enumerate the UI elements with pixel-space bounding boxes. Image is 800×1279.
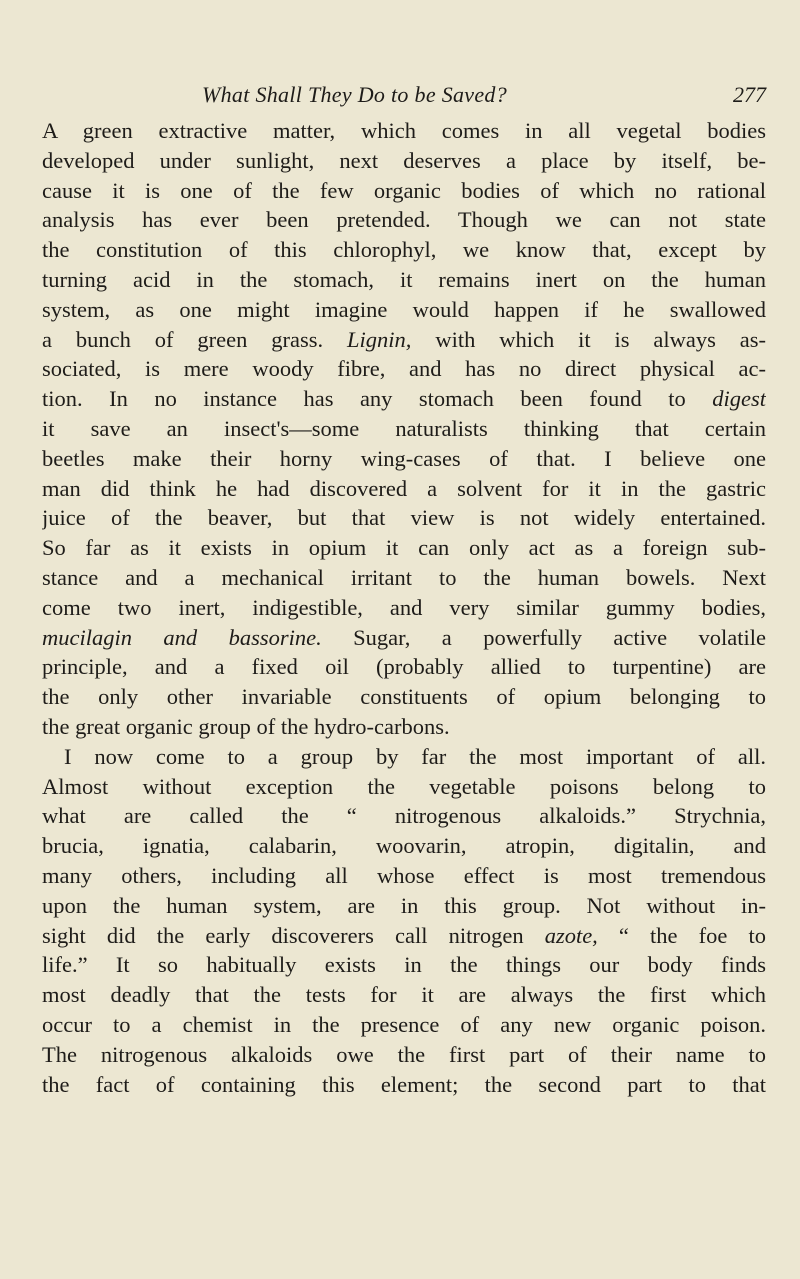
text-run: Sugar, a powerfully active volatile <box>321 624 766 650</box>
italic-term: mucilagin and bassorine. <box>42 624 322 650</box>
text-line <box>42 921 766 951</box>
text-run: system, as one might imagine would happen if he swallowed <box>42 296 766 322</box>
text-run: a bunch of green grass. <box>42 326 348 352</box>
text-line <box>42 861 766 891</box>
text-line <box>42 950 766 980</box>
text-line <box>42 414 766 444</box>
page-number: 277 <box>733 82 766 107</box>
text-run: brucia, ignatia, calabarin, woovarin, atropin, digitalin, and <box>42 833 766 859</box>
text-line <box>42 593 766 623</box>
text-line <box>42 831 766 861</box>
text-line <box>42 712 766 742</box>
text-line <box>42 474 766 504</box>
text-line <box>42 325 766 355</box>
body-text <box>42 116 766 1099</box>
text-line <box>42 772 766 802</box>
text-run: upon the human system, are in this group. Not without in- <box>42 892 766 918</box>
text-run: life.” It so habitually exists in the things our body finds <box>42 952 766 978</box>
text-run: I now come to a group by far the most important of all. <box>64 743 766 769</box>
text-run: beetles make their horny wing-cases of that. I believe one <box>42 445 766 471</box>
text-line <box>42 265 766 295</box>
text-run: juice of the beaver, but that view is not widely entertained. <box>42 505 766 531</box>
text-run: with which it is always as- <box>411 326 766 352</box>
text-run: turning acid in the stomach, it remains inert on the human <box>42 266 766 292</box>
text-line <box>42 533 766 563</box>
text-line <box>42 235 766 265</box>
text-run: The nitrogenous alkaloids owe the first part of their name to <box>42 1041 766 1067</box>
text-line <box>42 354 766 384</box>
text-run: it save an insect's—some naturalists thinking that certain <box>42 415 766 441</box>
text-run: come two inert, indigestible, and very similar gummy bodies, <box>42 594 766 620</box>
italic-term: digest <box>712 386 766 412</box>
text-run: tion. In no instance has any stomach been found to <box>42 386 713 412</box>
text-line <box>42 623 766 653</box>
text-run: what are called the “ nitrogenous alkaloids.” Strychnia, <box>42 803 766 829</box>
text-line <box>42 742 766 772</box>
text-run: the constitution of this chlorophyl, we know that, except by <box>42 237 766 263</box>
text-line <box>42 205 766 235</box>
text-line <box>42 1010 766 1040</box>
text-line <box>42 652 766 682</box>
text-line <box>42 1040 766 1070</box>
text-run: sociated, is mere woody fibre, and has no direct physical ac- <box>42 356 766 382</box>
text-run: developed under sunlight, next deserves a place by itself, be- <box>42 147 766 173</box>
text-run: stance and a mechanical irritant to the human bowels. Next <box>42 564 766 590</box>
running-head <box>42 82 766 112</box>
text-line <box>42 295 766 325</box>
text-run: sight did the early discoverers call nitrogen <box>42 922 545 948</box>
text-run: the great organic group of the hydro-carbons. <box>42 713 450 739</box>
text-line <box>42 801 766 831</box>
text-line <box>42 980 766 1010</box>
text-run: the only other invariable constituents of opium belonging to <box>42 684 766 710</box>
text-run: “ the foe to <box>597 922 766 948</box>
text-run: analysis has ever been pretended. Though we can not state <box>42 207 766 233</box>
text-line <box>42 146 766 176</box>
text-line <box>42 891 766 921</box>
italic-term: azote, <box>544 922 598 948</box>
text-line <box>42 503 766 533</box>
text-line <box>42 384 766 414</box>
book-page <box>42 0 766 1279</box>
text-run: principle, and a fixed oil (probably allied to turpentine) are <box>42 654 766 680</box>
text-line <box>42 444 766 474</box>
text-run: cause it is one of the few organic bodies of which no rational <box>42 177 766 203</box>
text-line <box>42 682 766 712</box>
text-run: the fact of containing this element; the second part to that <box>42 1071 766 1097</box>
text-line <box>42 563 766 593</box>
text-run: occur to a chemist in the presence of any new organic poison. <box>42 1011 766 1037</box>
text-run: So far as it exists in opium it can only act as a foreign sub- <box>42 535 766 561</box>
text-run: A green extractive matter, which comes in all vegetal bodies <box>42 118 766 143</box>
text-line <box>42 176 766 206</box>
text-run: most deadly that the tests for it are always the first which <box>42 982 766 1008</box>
italic-term: Lignin, <box>347 326 412 352</box>
text-line <box>42 116 766 146</box>
text-run: man did think he had discovered a solvent for it in the gastric <box>42 475 766 501</box>
text-run: many others, including all whose effect is most tremendous <box>42 862 766 888</box>
running-title: What Shall They Do to be Saved? <box>202 82 508 107</box>
text-run: Almost without exception the vegetable poisons belong to <box>42 773 766 799</box>
text-line <box>42 1070 766 1100</box>
